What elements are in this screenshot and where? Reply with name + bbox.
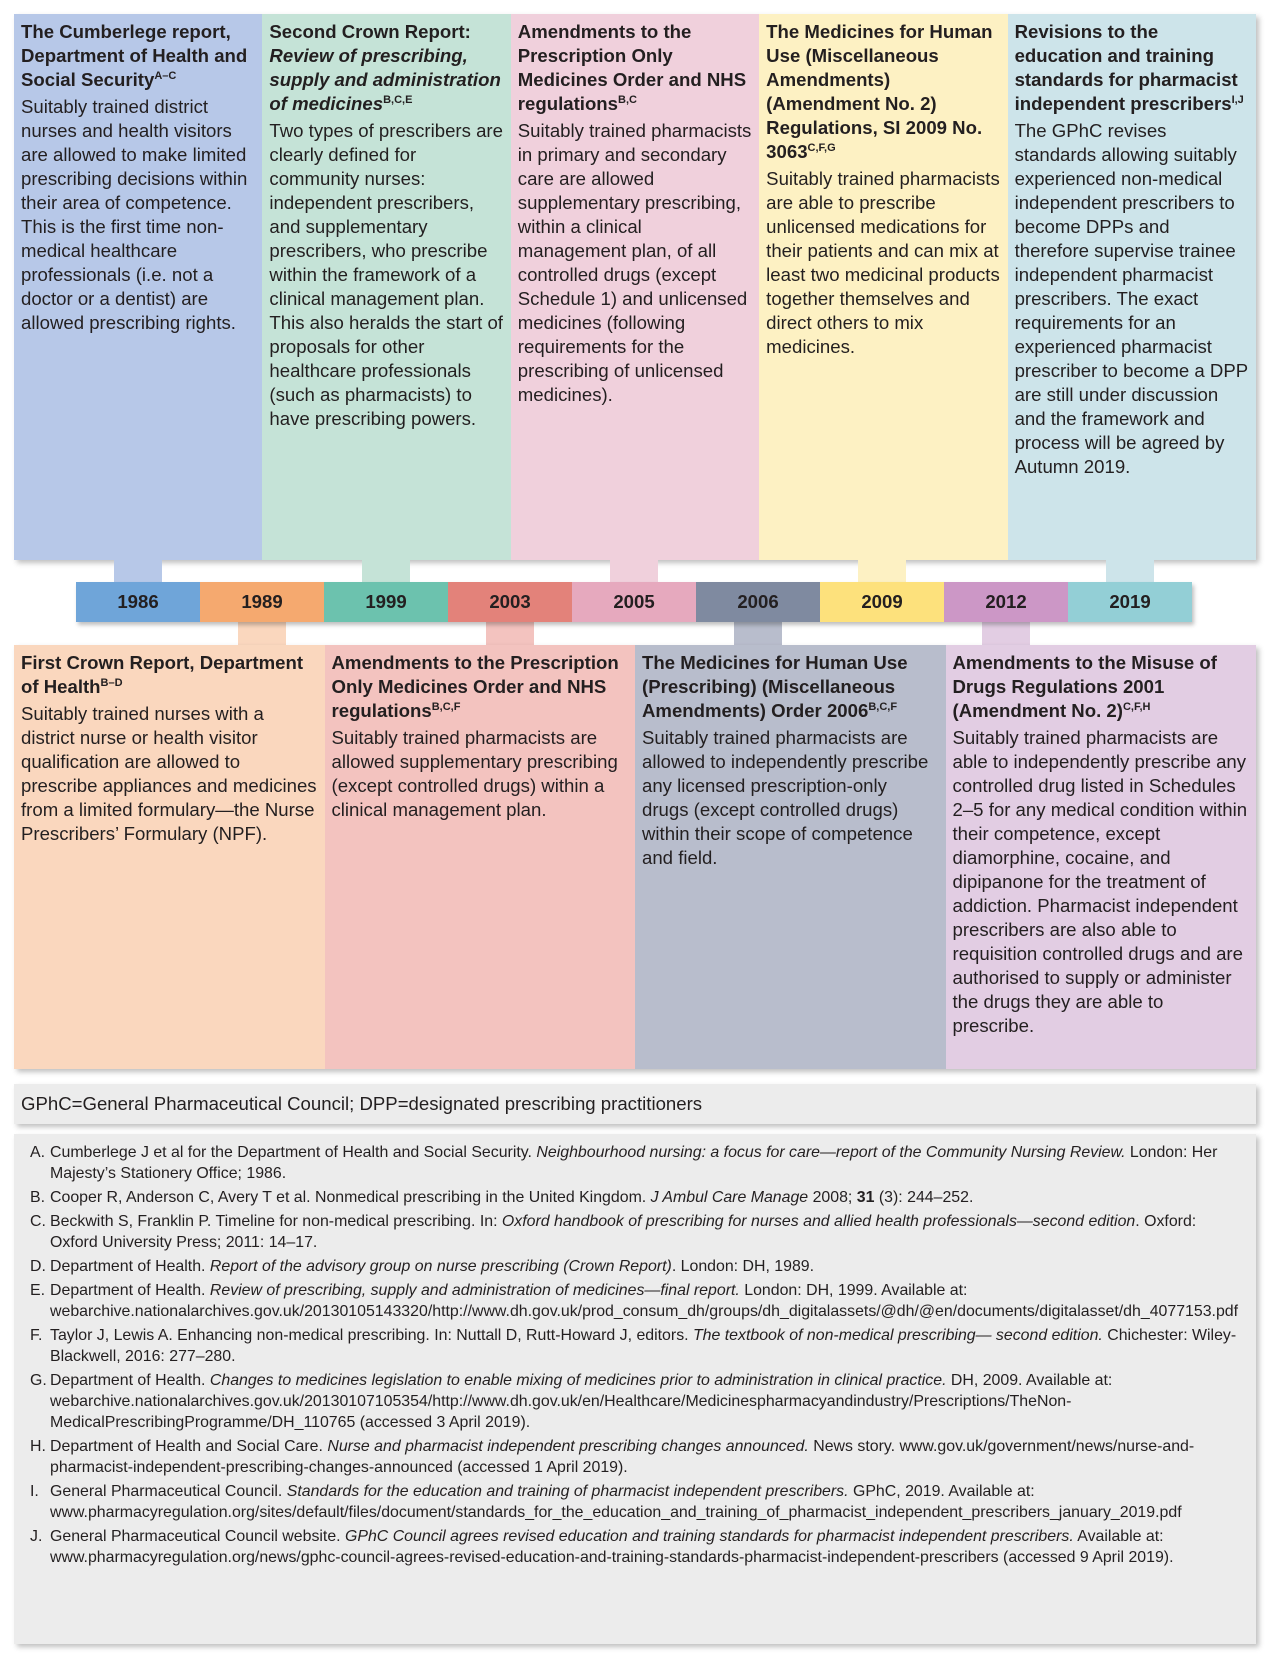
event-title: Revisions to the education and training standards for pharmacist independent prescribers$^{I,J}$ — [1014, 21, 1244, 114]
event-card-2019 — [1008, 14, 1256, 560]
event-card-2006 — [635, 645, 946, 1069]
event-title: Amendments to the Prescription Only Medicines Order and NHS regulations$^{B,C,F}$ — [331, 652, 619, 721]
reference-letter: G. — [30, 1372, 47, 1389]
event-title: The Medicines for Human Use (Miscellaneous Amendments) (Amendment No. 2) Regulations, SI 2009 No. $3063^{C,F,G}$ — [766, 21, 993, 162]
reference-text: Cumberlege J et al for the Department of Health and Social Security. Neighbourhood nursing: a focus for care—report of the Community Nursing Review. London: Her Majesty’s Stationery Office; 1986. — [50, 1144, 1218, 1182]
references-list — [14, 1134, 1256, 1644]
reference-text: Department of Health. Review of prescribing, supply and administration of medicines—final report. London: DH, 1999. Available at: webarchive.nationalarchives.gov.uk/20130105143320/http://www.dh.gov.uk/prod_consum_dh/groups/dh_digitalassets/@dh/@en/documents/digitalasset/dh_4077153.pdf — [50, 1282, 1239, 1320]
reference-text: General Pharmaceutical Council. Standards for the education and training of pharmacist independent prescribers. GPhC, 2019. Available at: www.pharmacyregulation.org/sites/default/files/document/standards_for_the_education_and_training_of_pharmacist_independent_prescribers_january_2019.pdf — [50, 1483, 1182, 1521]
event-card-2005 — [511, 14, 759, 560]
connector-2003 — [486, 622, 534, 645]
year-2019: 2019 — [1068, 582, 1192, 622]
reference-item — [30, 1370, 1246, 1433]
reference-text: Beckwith S, Franklin P. Timeline for non-medical prescribing. In: Oxford handbook of prescribing for nurses and allied health professionals—second edition. Oxford: Oxford University Press; 2011: 14–17. — [50, 1213, 1197, 1251]
reference-letter: C. — [30, 1213, 46, 1230]
reference-letter: I. — [30, 1483, 39, 1500]
connector-2009 — [858, 560, 906, 582]
reference-text: Department of Health. Changes to medicines legislation to enable mixing of medicines prior to administration in clinical practice. DH, 2009. Available at: webarchive.nationalarchives.gov.uk/20130107105354/http://www.dh.gov.uk/en/Healthcare/Medicinespharmacyandindustry/Prescriptions/TheNon-MedicalPrescribingProgramme/DH_110765 (accessed 3 April 2019). — [50, 1372, 1113, 1431]
event-description: Suitably trained pharmacists are allowed to independently prescribe any licensed prescription-only drugs (except controlled drugs) within their scope of competence and field. — [642, 727, 929, 868]
reference-letter: B. — [30, 1189, 46, 1206]
connector-1999 — [362, 560, 410, 582]
connector-2006 — [734, 622, 782, 645]
event-title: The Medicines for Human Use (Prescribing) (Miscellaneous Amendments) Order $2006^{B,C,F}$ — [642, 652, 908, 721]
event-description: Suitably trained pharmacists are able to independently prescribe any controlled drug listed in Schedules 2–5 for any medical condition within their competence, except diamorphine, cocaine, and dipipanone for the treatment of addiction. Pharmacist independent prescribers are also able to requisition controlled drugs and are authorised to supply or administer the drugs they are able to prescribe. — [952, 727, 1248, 1036]
year-1999: 1999 — [324, 582, 448, 622]
reference-item — [30, 1280, 1246, 1322]
event-title: Amendments to the Prescription Only Medicines Order and NHS regulations$^{B,C}$ — [517, 21, 747, 114]
timeline-bar — [76, 582, 1192, 622]
reference-letter: D. — [30, 1258, 46, 1275]
reference-text: Taylor J, Lewis A. Enhancing non-medical prescribing. In: Nuttall D, Rutt-Howard J, editors. The textbook of non-medical prescribing— second edition. Chichester: Wiley-Blackwell, 2016: 277–280. — [50, 1327, 1237, 1365]
event-description: Suitably trained nurses with a district nurse or health visitor qualification are allowed to prescribe appliances and medicines from a limited formulary—the Nurse Prescribers’ Formulary (NPF). — [21, 703, 317, 844]
year-2006: 2006 — [696, 582, 820, 622]
reference-letter: E. — [30, 1282, 46, 1299]
reference-text: Department of Health. Report of the advisory group on nurse prescribing (Crown Report). London: DH, 1989. — [50, 1258, 815, 1275]
reference-item — [30, 1211, 1246, 1253]
year-2003: 2003 — [448, 582, 572, 622]
connector-1986 — [114, 560, 162, 582]
reference-item — [30, 1325, 1246, 1367]
event-description: Suitably trained pharmacists in primary and secondary care are allowed supplementary prescribing, within a clinical management plan, of all controlled drugs (except Schedule 1) and unlicensed medicines (following requirements for the prescribing of unlicensed medicines). — [517, 120, 752, 405]
reference-letter: F. — [30, 1327, 43, 1344]
year-2005: 2005 — [572, 582, 696, 622]
top-event-row — [14, 14, 1256, 560]
event-card-2012 — [946, 645, 1257, 1069]
reference-letter: J. — [30, 1528, 43, 1545]
connector-2005 — [610, 560, 658, 582]
event-title: Amendments to the Misuse of Drugs Regulations 2001 (Amendment No. 2)$^{C,F,H}$ — [952, 652, 1217, 721]
event-description: Suitably trained pharmacists are allowed supplementary prescribing (except controlled drugs) within a clinical management plan. — [331, 727, 618, 820]
event-card-1999 — [262, 14, 510, 560]
event-title: The Cumberlege report, Department of Health and Social Security$^{A-C}$ — [21, 21, 248, 90]
reference-text: Cooper R, Anderson C, Avery T et al. Nonmedical prescribing in the United Kingdom. J Ambul Care Manage 2008; 31 (3): 244–252. — [50, 1189, 974, 1206]
event-card-1986 — [14, 14, 262, 560]
reference-item — [30, 1187, 1246, 1208]
connector-2012 — [982, 622, 1030, 645]
connector-2019 — [1106, 560, 1154, 582]
reference-letter: H. — [30, 1438, 46, 1455]
connector-1989 — [238, 622, 286, 645]
year-1989: 1989 — [200, 582, 324, 622]
event-card-2003 — [325, 645, 636, 1069]
event-card-1989 — [14, 645, 325, 1069]
year-2009: 2009 — [820, 582, 944, 622]
reference-item — [30, 1256, 1246, 1277]
reference-text: General Pharmaceutical Council website. GPhC Council agrees revised education and training standards for pharmacist independent prescribers. Available at: www.pharmacyregulation.org/news/gphc-council-agrees-revised-education-and-training-standards-pharmacist-independent-prescribers (accessed 9 April 2019). — [50, 1528, 1174, 1566]
event-title: First Crown Report, Department of Health$^{B-D}$ — [21, 652, 304, 697]
event-card-2009 — [759, 14, 1007, 560]
reference-item — [30, 1526, 1246, 1568]
reference-letter: A. — [30, 1144, 46, 1161]
abbreviations-note: GPhC=General Pharmaceutical Council; DPP=designated prescribing practitioners — [14, 1084, 1256, 1124]
event-description: The GPhC revises standards allowing suitably experienced non-medical independent prescribers to become DPPs and therefore supervise trainee independent pharmacist prescribers. The exact requirements for an experienced pharmacist prescriber to become a DPP are still under discussion and the framework and process will be agreed by Autumn 2019. — [1014, 120, 1248, 477]
reference-item — [30, 1481, 1246, 1523]
year-2012: 2012 — [944, 582, 1068, 622]
reference-item — [30, 1142, 1246, 1184]
bottom-event-row — [14, 645, 1256, 1069]
reference-text: Department of Health and Social Care. Nurse and pharmacist independent prescribing changes announced. News story. www.gov.uk/government/news/nurse-and-pharmacist-independent-prescribing-changes-announced (accessed 1 April 2019). — [50, 1438, 1195, 1476]
event-description: Suitably trained district nurses and health visitors are allowed to make limited prescribing decisions within their area of competence. This is the first time non-medical healthcare professionals (i.e. not a doctor or a dentist) are allowed prescribing rights. — [21, 96, 248, 333]
year-1986: 1986 — [76, 582, 200, 622]
event-description: Two types of prescribers are clearly defined for community nurses: independent prescribers, and supplementary prescribers, who prescribe within the framework of a clinical management plan. This also heralds the start of proposals for other healthcare professionals (such as pharmacists) to have prescribing powers. — [269, 120, 503, 429]
reference-item — [30, 1436, 1246, 1478]
event-description: Suitably trained pharmacists are able to prescribe unlicensed medications for their patients and can mix at least two medicinal products together themselves and direct others to mix medicines. — [766, 168, 1000, 357]
event-title: Second Crown Report: Review of prescribing, supply and administration of medicines$^{B,C,E}$ — [269, 21, 501, 114]
